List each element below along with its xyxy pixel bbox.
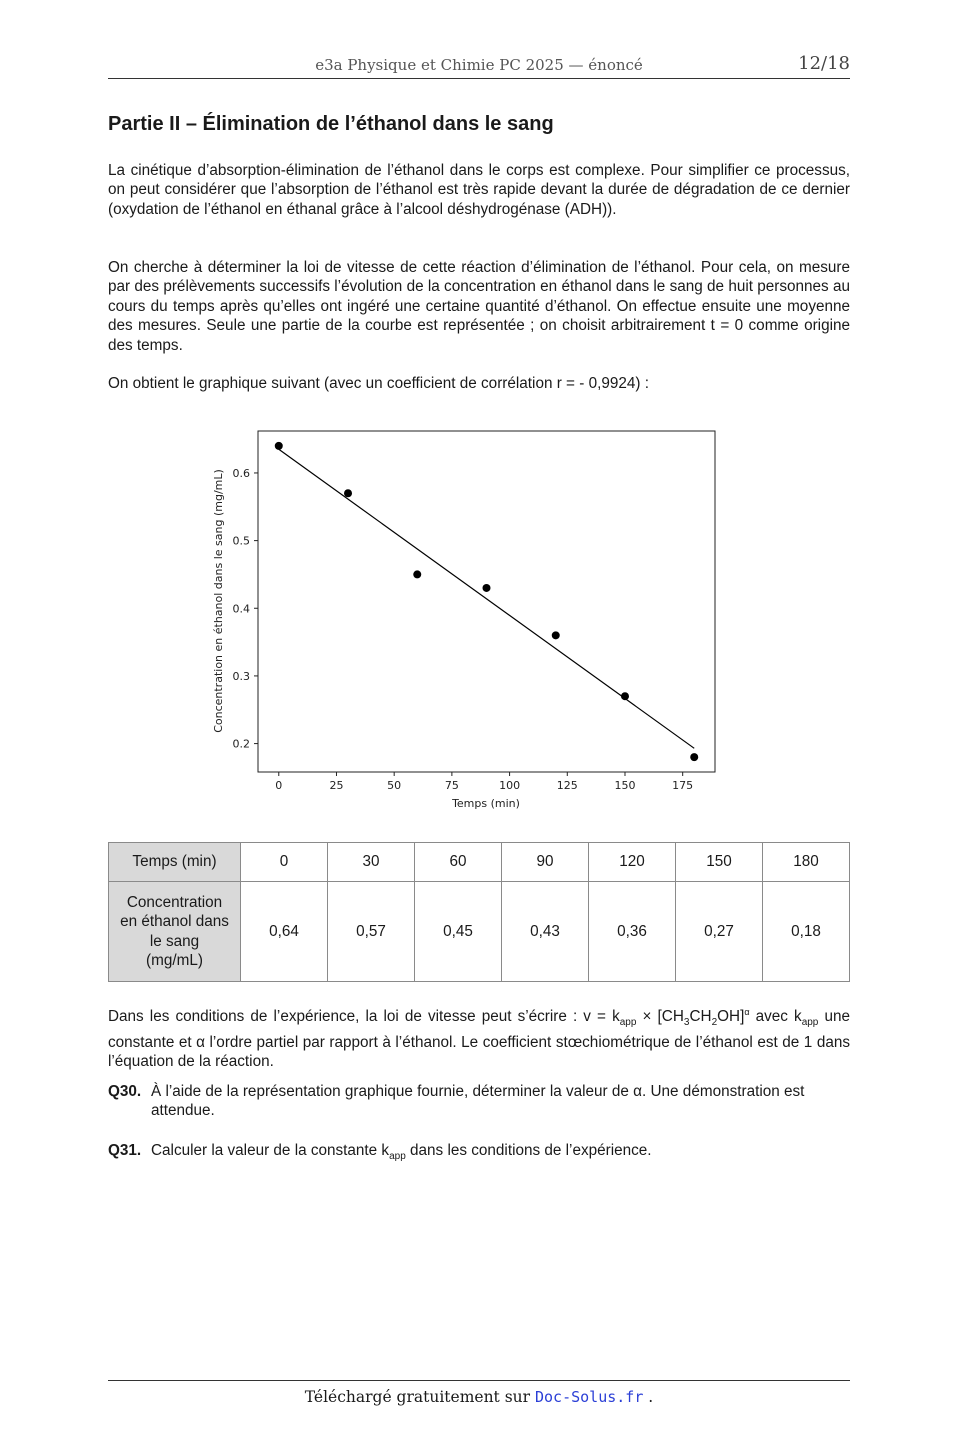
time-cell: 150 [676,843,763,882]
question-31 [108,1141,850,1166]
k-app-subscript: app [619,1017,637,1029]
rate-law-text: OH] [717,1008,745,1026]
concentration-cell: 0,27 [676,882,763,982]
ch2-subscript: 2 [711,1017,718,1029]
page-footer [108,1380,850,1406]
x-tick-label: 25 [329,779,344,792]
y-tick-label: 0.2 [232,737,250,751]
concentration-cell: 0,64 [241,882,328,982]
concentration-cell: 0,45 [415,882,502,982]
regression-line [279,449,694,748]
rate-law-text: Dans les conditions de l’expérience, la loi de vitesse peut s’écrire : v = k [108,1008,620,1026]
y-axis-ticks [233,467,259,751]
concentration-cell: 0,36 [589,882,676,982]
time-cell: 90 [502,843,589,882]
time-row [109,843,850,882]
x-tick-label: 175 [672,779,694,792]
x-tick-label: 100 [499,779,521,792]
time-cell: 180 [763,843,850,882]
concentration-row [109,882,850,982]
method-paragraph: On cherche à déterminer la loi de vitesse de cette réaction d’élimination de l’éthanol. Pour cela, on mesure par des prélèvements successifs l’évolution de la concentration en éthanol dans le sang de huit personnes au cours du temps après qu’elles ont ingéré une certaine quantité d’éthanol. On effectue ensuite une moyenne des mesures. Seule une partie de la courbe est représentée ; on choisit arbitrairement t = 0 comme origine des temps. [108,259,850,354]
ch3-subscript: 3 [683,1017,690,1029]
rate-law-paragraph [108,1003,850,1071]
data-point [552,631,560,639]
time-cell: 60 [415,843,502,882]
data-point [621,692,629,700]
data-point [344,489,352,497]
data-point [413,570,421,578]
y-tick-label: 0.3 [232,669,250,683]
plot-frame [258,431,715,772]
y-tick-label: 0.5 [232,534,250,548]
data-point [690,753,698,761]
x-axis-label: Temps (min) [452,797,520,810]
concentration-chart [200,420,730,820]
data-points [275,442,698,761]
rate-law-text: CH [689,1008,712,1026]
x-axis-ticks [275,772,693,792]
data-point [483,584,491,592]
question-text-part: dans les conditions de l’expérience. [405,1142,652,1159]
alpha-exponent: α [744,1007,750,1017]
data-point [275,442,283,450]
time-cell: 0 [241,843,328,882]
footer-text: Téléchargé gratuitement sur [304,1388,535,1406]
k-app-subscript: app [801,1017,819,1029]
doc-solus-link[interactable]: Doc-Solus.fr [534,1388,644,1406]
concentration-row-header [109,882,241,982]
question-text-part: Calculer la valeur de la constante k [151,1142,390,1159]
data-table [108,842,850,982]
page-header [108,52,850,79]
footer-suffix: . [643,1388,654,1406]
x-tick-label: 125 [556,779,578,792]
concentration-header-text: Concentration en éthanol dans le sang (mg/mL) [120,893,229,969]
y-tick-label: 0.4 [232,602,250,616]
graph-intro-paragraph: On obtient le graphique suivant (avec un coefficient de corrélation r = - 0,9924) : [108,375,649,392]
header-title: e3a Physique et Chimie PC 2025 — énoncé [315,56,643,74]
concentration-cell: 0,43 [502,882,589,982]
x-tick-label: 150 [614,779,636,792]
section-title: Partie II – Élimination de l’éthanol dans le sang [108,113,554,135]
question-text: À l’aide de la représentation graphique fournie, déterminer la valeur de α. Une démonstration est attendue. [151,1083,805,1120]
question-label: Q31. [108,1142,142,1159]
question-30 [108,1082,850,1121]
intro-paragraph: La cinétique d’absorption-élimination de l’éthanol dans le corps est complexe. Pour simplifier ce processus, on peut considérer que l’absorption de l’éthanol est très rapide devant la durée de dégradation de ce dernier (oxydation de l’éthanol en éthanal grâce à l’alcool déshydrogénase (ADH)). [108,162,850,218]
x-tick-label: 0 [275,779,283,792]
y-axis-label: Concentration en éthanol dans le sang (mg/mL) [212,469,225,733]
x-tick-label: 75 [444,779,459,792]
rate-law-text: une constante et α l’ordre partiel par rapport à l’éthanol. Le coefficient stœchiométrique de l’éthanol est de 1 dans l’équation de la réaction. [108,1008,850,1070]
time-row-header: Temps (min) [109,843,241,882]
question-text [151,1141,850,1166]
k-app-subscript: app [389,1151,406,1163]
concentration-cell: 0,18 [763,882,850,982]
x-tick-label: 50 [387,779,402,792]
rate-law-text: avec k [749,1008,802,1026]
page-number: 12/18 [798,53,850,74]
y-tick-label: 0.6 [232,466,250,480]
time-cell: 120 [589,843,676,882]
time-cell: 30 [328,843,415,882]
rate-law-text: × [CH [636,1008,684,1026]
concentration-cell: 0,57 [328,882,415,982]
question-label: Q30. [108,1083,142,1100]
